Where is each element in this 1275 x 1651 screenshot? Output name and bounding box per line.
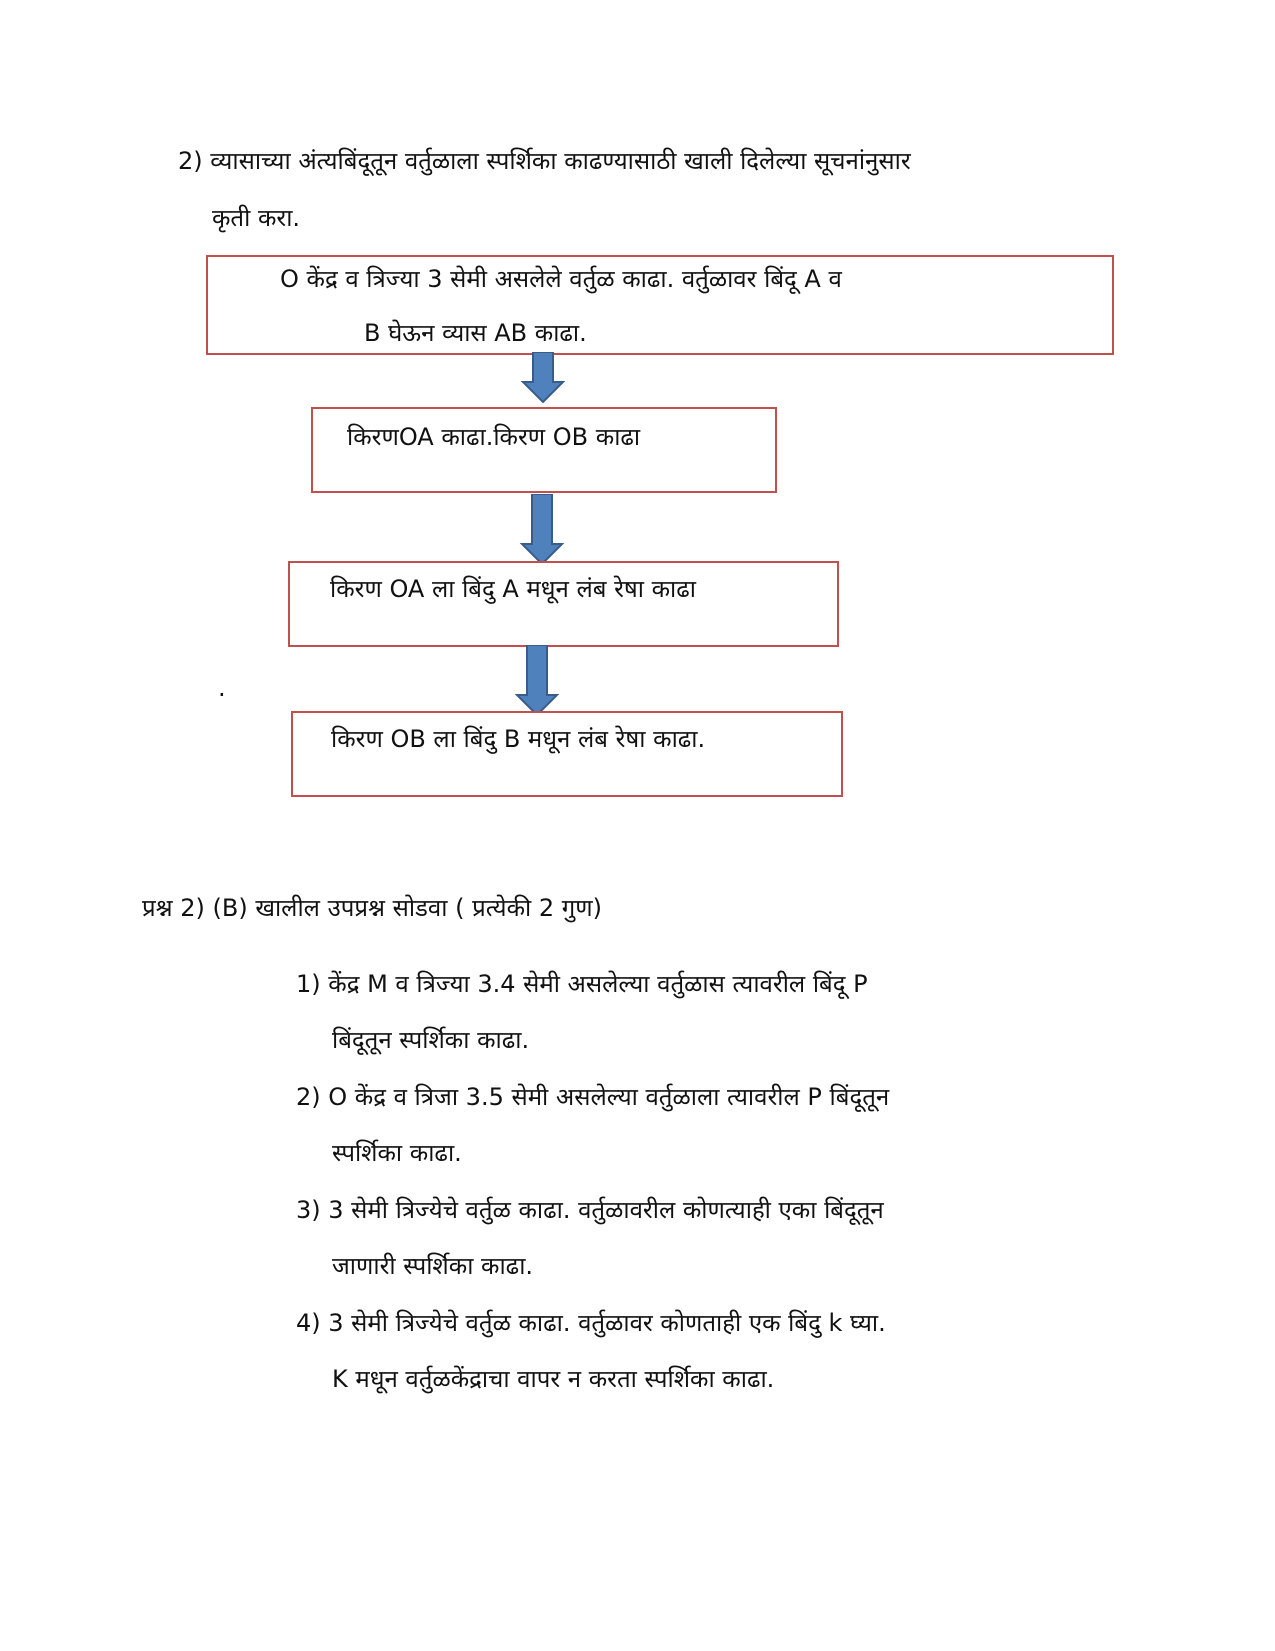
flow-step-2-box bbox=[311, 407, 777, 493]
flow-step-1-box bbox=[206, 255, 1114, 355]
section-b-heading: प्रश्न 2) (B) खालील उपप्रश्न सोडवा ( प्रत्येकी 2 गुण) bbox=[142, 894, 603, 922]
question-3-line2: जाणारी स्पर्शिका काढा. bbox=[332, 1252, 534, 1280]
question-1-line1: 1) केंद्र M व त्रिज्या 3.4 सेमी असलेल्या वर्तुळास त्यावरील बिंदू P bbox=[296, 970, 868, 998]
question-2-line1: 2) O केंद्र व त्रिजा 3.5 सेमी असलेल्या वर्तुळाला त्यावरील P बिंदूतून bbox=[296, 1083, 890, 1111]
flow-step-1-line1: O केंद्र व त्रिज्या 3 सेमी असलेले वर्तुळ काढा. वर्तुळावर बिंदू A व bbox=[280, 265, 842, 293]
question-4-line1: 4) 3 सेमी त्रिज्येचे वर्तुळ काढा. वर्तुळावर कोणताही एक बिंदु k घ्या. bbox=[296, 1309, 886, 1337]
flow-arrow-down-icon bbox=[521, 352, 565, 404]
flow-step-4-line1: किरण OB ला बिंदु B मधून लंब रेषा काढा. bbox=[331, 725, 706, 753]
flow-step-4-box bbox=[291, 711, 843, 797]
section-a-heading-line2: कृती करा. bbox=[212, 204, 301, 232]
question-4-line2: K मधून वर्तुळकेंद्राचा वापर न करता स्पर्शिका काढा. bbox=[332, 1365, 775, 1393]
question-2-line2: स्पर्शिका काढा. bbox=[332, 1139, 462, 1167]
flow-step-3-line1: किरण OA ला बिंदु A मधून लंब रेषा काढा bbox=[330, 575, 696, 603]
flow-arrow-down-icon bbox=[515, 645, 559, 717]
section-a-heading-line1: 2) व्यासाच्या अंत्यबिंदूतून वर्तुळाला स्पर्शिका काढण्यासाठी खाली दिलेल्या सूचनांनुसार bbox=[178, 147, 911, 175]
question-3-line1: 3) 3 सेमी त्रिज्येचे वर्तुळ काढा. वर्तुळावरील कोणत्याही एका बिंदूतून bbox=[296, 1196, 884, 1224]
question-1-line2: बिंदूतून स्पर्शिका काढा. bbox=[332, 1026, 530, 1054]
flow-step-2-line1: किरणOA काढा.किरण OB काढा bbox=[347, 423, 641, 451]
flow-step-1-line2: B घेऊन व्यास AB काढा. bbox=[364, 319, 587, 347]
stray-period: . bbox=[218, 674, 226, 702]
flow-step-3-box bbox=[288, 561, 839, 647]
flow-arrow-down-icon bbox=[520, 494, 564, 566]
